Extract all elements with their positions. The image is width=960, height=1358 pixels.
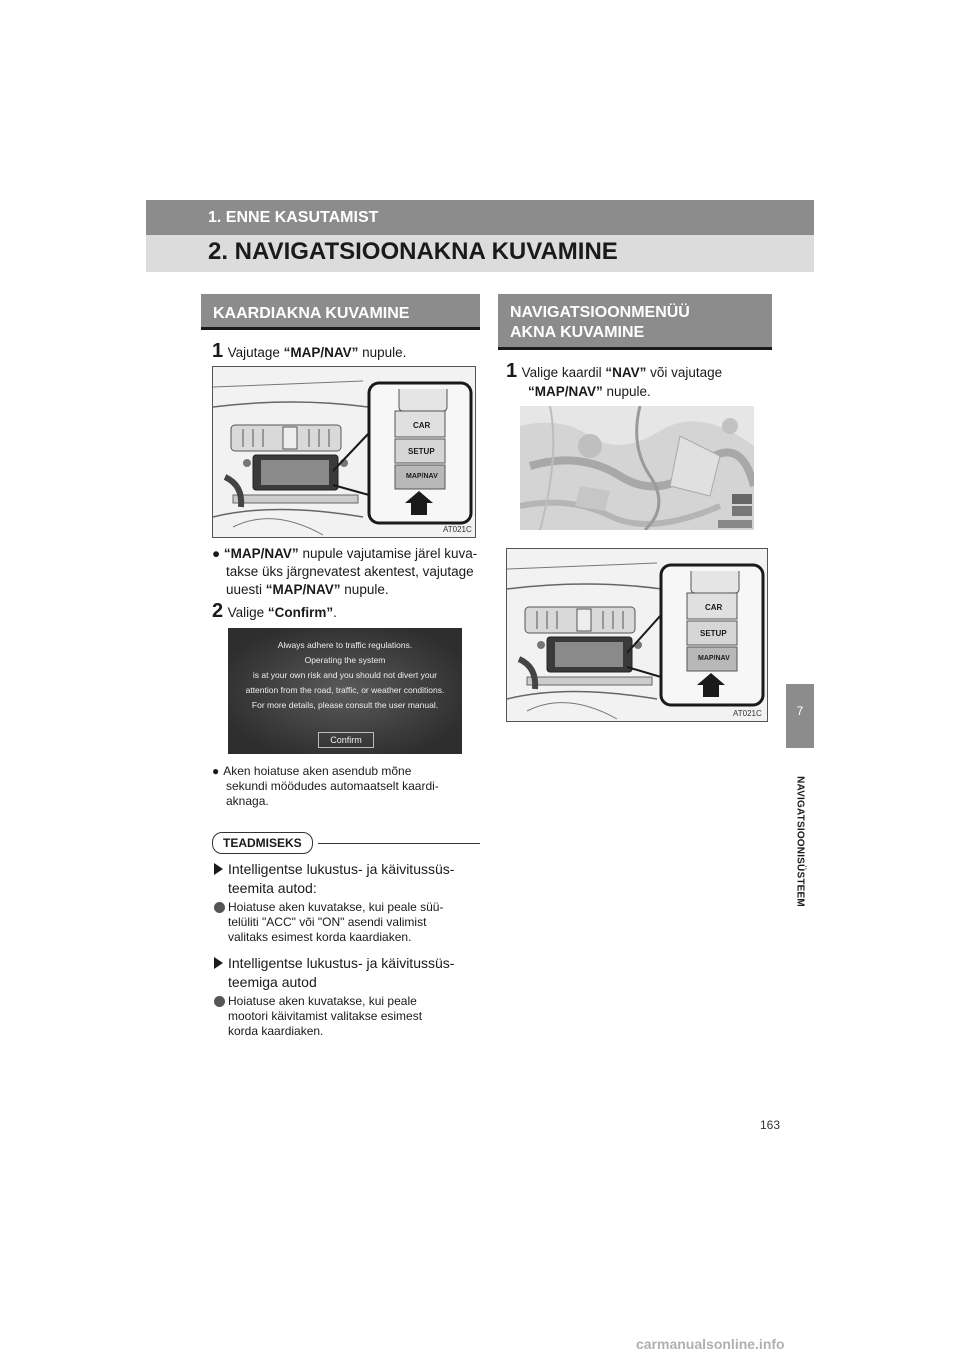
chapter-header (146, 200, 814, 235)
dashboard-figure-1 (212, 366, 476, 538)
bullet-map-nav-info (212, 545, 482, 599)
car-button-label: CAR (705, 603, 723, 612)
caution-line-2: Operating the system (304, 655, 386, 665)
step-key-map-nav: “MAP/NAV” (528, 384, 603, 399)
chapter-title: 1. ENNE KASUTAMIST (208, 209, 379, 226)
dashboard-illustration (213, 367, 475, 537)
step-number: 2 (212, 600, 224, 622)
caution-line-5: For more details, please consult the user manual. (251, 700, 439, 710)
caution-line-1: Always adhere to traffic regulations. (277, 640, 413, 650)
figure-label: AT021C (733, 709, 762, 718)
bullet2-line3: aknaga. (226, 794, 269, 808)
map-screen-figure (520, 406, 754, 530)
bullet-auto-switch (212, 764, 482, 809)
bullet-circle-icon (214, 996, 225, 1007)
bullet-dot: ● (212, 546, 221, 561)
map-nav-button-label: MAP/NAV (406, 473, 438, 480)
note-item-2-detail (214, 994, 484, 1039)
step-number: 1 (212, 340, 224, 362)
caution-line-3: is at your own risk and you should not divert your (252, 670, 438, 680)
watermark: carmanualsonline.info (636, 1336, 785, 1352)
note-item1-b1: Hoiatuse aken kuvatakse, kui peale süü- (228, 900, 444, 914)
step-text-pre: Vajutage (227, 345, 284, 360)
bullet-line3-post: nupule. (340, 582, 389, 597)
note-item1-b2: telüliti "ACC" või "ON" asendi valimist (228, 915, 427, 929)
step-2-left (212, 600, 337, 623)
step-key: “Confirm” (267, 605, 334, 620)
bullet-dot: ● (212, 764, 220, 778)
setup-button-label: SETUP (700, 629, 727, 638)
step-text-post: . (333, 605, 337, 620)
bullet-circle-icon (214, 902, 225, 913)
section-box-nav-menu (498, 294, 772, 350)
caution-screen-figure (228, 628, 462, 754)
note-item2-b2: mootori käivitamist valitakse esimest (228, 1009, 423, 1023)
bullet-key: “MAP/NAV” (223, 546, 299, 561)
page-number: 163 (760, 1118, 781, 1132)
note-item-1-detail (214, 900, 484, 945)
section-title-map-window: KAARDIAKNA KUVAMINE (213, 305, 410, 322)
step-1-left (212, 340, 406, 363)
note-item1-line1: Intelligentse lukustus- ja käivitussüs- (228, 861, 455, 877)
figure-label: AT021C (443, 525, 472, 534)
section-underline (201, 327, 480, 330)
note-item2-line2: teemiga autod (228, 974, 317, 990)
step-1-right (506, 360, 772, 401)
setup-button-label: SETUP (408, 447, 435, 456)
car-button-label: CAR (413, 421, 431, 430)
section-box-map-window (201, 294, 480, 330)
arrow-right-icon (214, 957, 223, 969)
step-text-post: nupule. (602, 384, 651, 399)
dashboard-figure-2 (506, 548, 768, 722)
bullet-line3-key: “MAP/NAV” (265, 582, 341, 597)
note-item1-line2: teemita autod: (228, 880, 317, 896)
note-item-2 (214, 954, 484, 992)
chapter-tab (786, 684, 814, 748)
map-illustration (520, 406, 754, 530)
arrow-right-icon (214, 863, 223, 875)
bullet-line3-pre: uuesti (226, 582, 266, 597)
step-text-mid: või vajutage (646, 365, 723, 380)
step-key-nav: “NAV” (605, 365, 647, 380)
map-nav-button-label: MAP/NAV (698, 655, 730, 662)
bullet-line2: takse üks järgnevatest akentest, vajutage (226, 564, 474, 579)
note-item2-b3: korda kaardiaken. (228, 1024, 324, 1038)
chapter-tab-number: 7 (796, 704, 804, 718)
dashboard-illustration (507, 549, 767, 721)
bullet-line1: nupule vajutamise järel kuva- (298, 546, 478, 561)
step-text-pre: Valige kaardil (521, 365, 606, 380)
step-text-pre: Valige (227, 605, 268, 620)
step-number: 1 (506, 360, 518, 382)
step-text-post: nupule. (358, 345, 407, 360)
note-item2-b1: Hoiatuse aken kuvatakse, kui peale (228, 994, 417, 1008)
section-underline (498, 347, 772, 350)
note-item2-line1: Intelligentse lukustus- ja käivitussüs- (228, 955, 455, 971)
bullet2-line2: sekundi möödudes automaatselt kaardi- (226, 779, 439, 793)
page-title: 2. NAVIGATSIOONAKNA KUVAMINE (208, 238, 618, 265)
bullet2-line1: Aken hoiatuse aken asendub mõne (223, 764, 412, 778)
chapter-tab-label-area (790, 758, 810, 928)
note-badge: TEADMISEKS (212, 832, 313, 854)
caution-line-4: attention from the road, traffic, or weather conditions. (245, 685, 445, 695)
section-header (146, 235, 814, 272)
note-top-rule (318, 843, 480, 844)
section-title-nav-menu-1: NAVIGATSIOONMENÜÜ (510, 304, 690, 321)
chapter-tab-label: NAVIGATSIOONISÜSTEEM (794, 776, 806, 907)
note-item-1 (214, 860, 484, 898)
caution-text-block (228, 638, 462, 713)
confirm-button[interactable]: Confirm (318, 732, 374, 748)
note-item1-b3: valitaks esimest korda kaardiaken. (228, 930, 412, 944)
step-key: “MAP/NAV” (283, 345, 359, 360)
section-title-nav-menu-2: AKNA KUVAMINE (510, 324, 645, 341)
